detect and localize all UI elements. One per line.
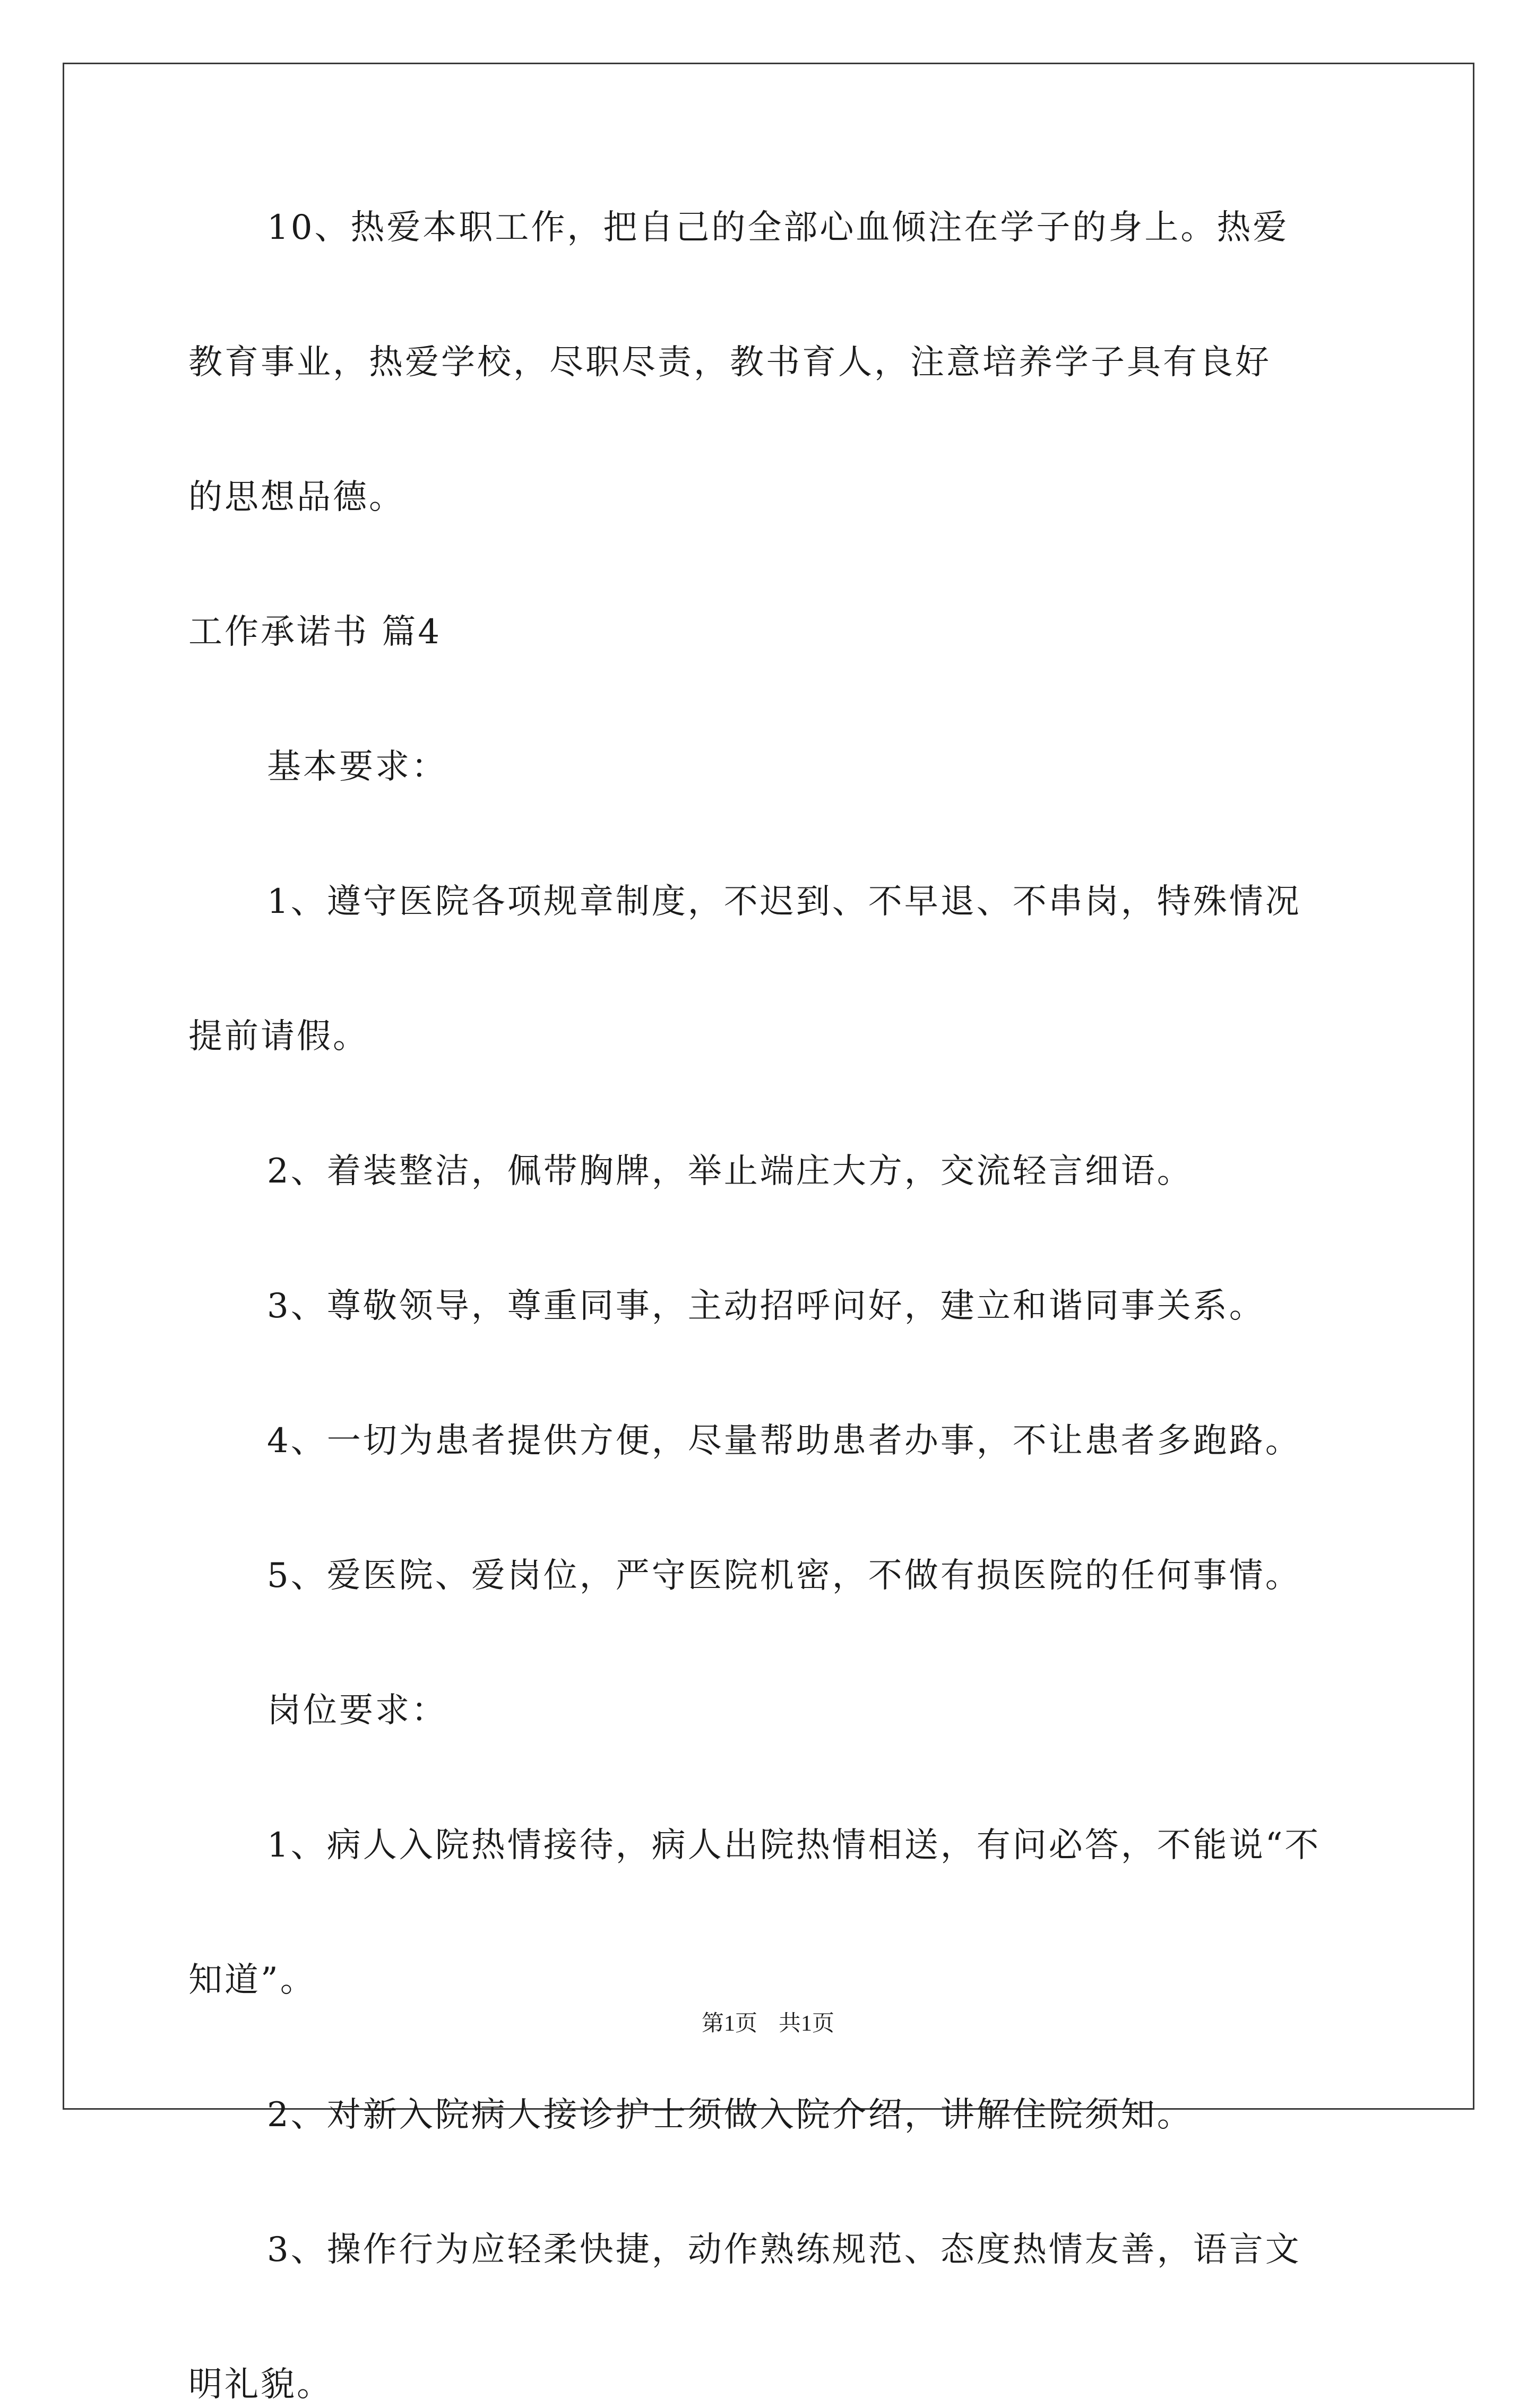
text-line: 的思想品德。 [188,478,405,517]
post-requirement-2: 2、对新入院病人接诊护士须做入院介绍，讲解住院须知。 [267,2095,1193,2135]
text-line: 1、病人入院热情接待，病人出院热情相送，有问必答，不能说“不 [267,1826,1321,1865]
basic-requirement-4: 4、一切为患者提供方便，尽量帮助患者办事，不让患者多跑路。 [267,1421,1301,1461]
document-body [188,204,1356,2408]
text-line: 3、操作行为应轻柔快捷，动作熟练规范、态度热情友善，语言文 [267,2230,1301,2269]
section-heading: 工作承诺书 篇4 [188,612,442,652]
text-line: 教育事业，热爱学校，尽职尽责，教书育人，注意培养学子具有良好 [188,343,1271,382]
basic-requirement-5: 5、爱医院、爱岗位，严守医院机密，不做有损医院的任何事情。 [267,1556,1301,1595]
basic-requirement-3: 3、尊敬领导，尊重同事，主动招呼问好，建立和谐同事关系。 [267,1287,1265,1326]
text-line: 知道”。 [188,1961,316,2000]
subheading-post-requirements: 岗位要求： [267,1691,447,1730]
post-requirement-1 [188,1822,1356,2004]
basic-requirement-1 [188,878,1356,1060]
text-line: 明礼貌。 [188,2365,333,2404]
page-footer [0,2009,1536,2039]
text-line: 提前请假。 [188,1017,369,1056]
text-line: 1、遵守医院各项规章制度，不迟到、不早退、不串岗，特殊情况 [267,882,1301,921]
text-line: 10、热爱本职工作，把自己的全部心血倾注在学子的身上。热爱 [267,208,1289,247]
post-requirement-3 [188,2226,1356,2408]
total-pages: 共1页 [779,2012,835,2036]
subheading-basic-requirements: 基本要求： [267,747,447,787]
basic-requirement-2: 2、着装整洁，佩带胸牌，举止端庄大方，交流轻言细语。 [267,1152,1193,1191]
paragraph-item-10 [188,204,1356,521]
page-number: 第1页 [701,2012,757,2036]
